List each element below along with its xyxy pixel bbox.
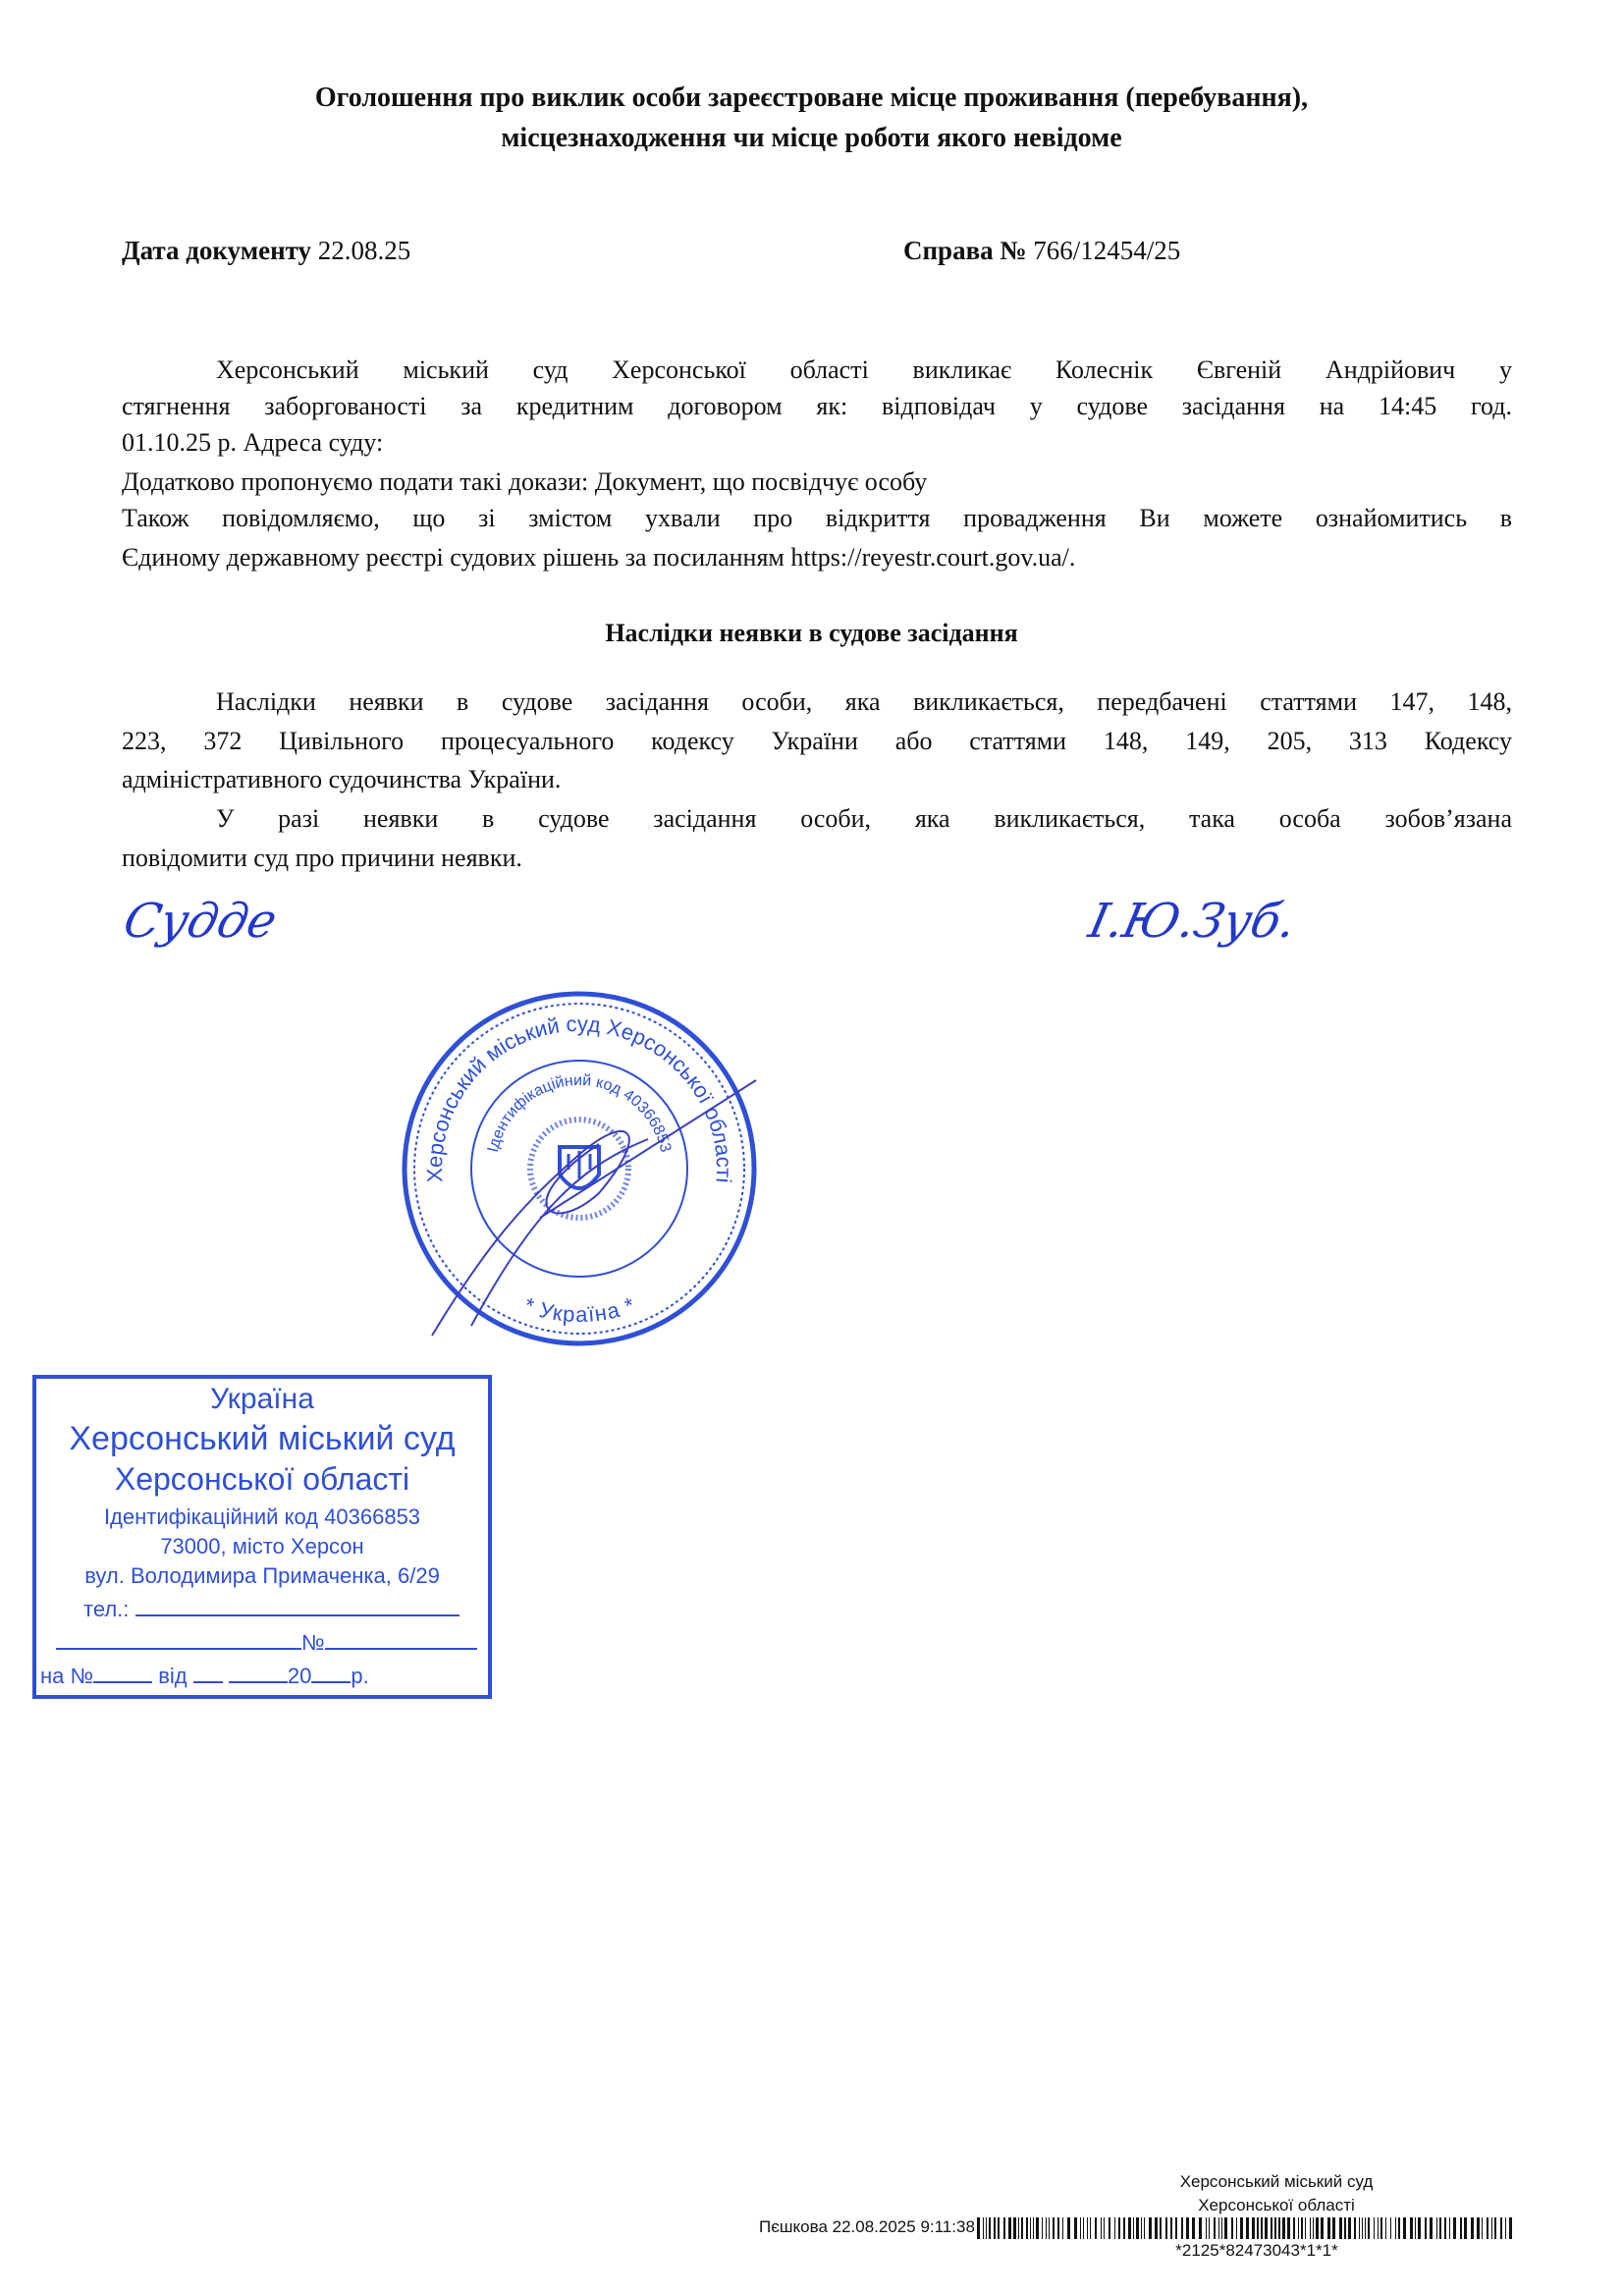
barcode-bar bbox=[1464, 2217, 1467, 2239]
barcode-bar bbox=[1114, 2217, 1115, 2239]
barcode-bar bbox=[1160, 2217, 1162, 2239]
barcode-bar bbox=[1282, 2217, 1285, 2239]
rectangular-court-stamp bbox=[32, 1375, 492, 1699]
barcode-bar bbox=[1224, 2217, 1227, 2239]
barcode-bar bbox=[989, 2217, 991, 2239]
stamp-line: Україна bbox=[210, 1383, 314, 1415]
barcode-bar bbox=[1218, 2217, 1219, 2239]
barcode-bar bbox=[1287, 2217, 1290, 2239]
stamp-line: Ідентифікаційний код 40366853 bbox=[103, 1504, 421, 1529]
stamp-vid: від bbox=[158, 1664, 188, 1688]
barcode-bar bbox=[1436, 2217, 1437, 2239]
barcode-bar bbox=[1170, 2217, 1172, 2239]
barcode-bar bbox=[1293, 2217, 1295, 2239]
barcode-bar bbox=[1206, 2217, 1207, 2239]
barcode-bar bbox=[1036, 2217, 1039, 2239]
barcode-bar bbox=[1385, 2217, 1386, 2239]
document-title-line2: місцезнаходження чи місце роботи якого невідоме bbox=[501, 123, 1122, 153]
barcode-bar bbox=[1175, 2217, 1177, 2239]
barcode-bar bbox=[1500, 2217, 1502, 2239]
case-value: 766/12454/25 bbox=[1033, 236, 1181, 265]
barcode-bar bbox=[1298, 2217, 1299, 2239]
barcode-bar bbox=[1449, 2217, 1450, 2239]
barcode-bar bbox=[1471, 2217, 1474, 2239]
barcode-bar bbox=[1380, 2217, 1382, 2239]
stamp-line: Херсонської області bbox=[114, 1461, 410, 1497]
case-label: Справа № bbox=[903, 236, 1027, 265]
barcode-bar bbox=[1104, 2217, 1105, 2239]
date-label: Дата документу bbox=[122, 236, 312, 265]
footer-court-line2: Херсонської області bbox=[1198, 2196, 1355, 2214]
stamp-line: Херсонський міський суд bbox=[69, 1420, 456, 1457]
barcode-bar bbox=[1046, 2217, 1047, 2239]
body-line: повідомити суд про причини неявки. bbox=[122, 844, 522, 872]
barcode-bar bbox=[1453, 2217, 1456, 2239]
document-date bbox=[122, 236, 410, 266]
body-line: Додатково пропонуємо подати такі докази: Документ, що посвідчує особу bbox=[122, 467, 928, 496]
barcode-bar bbox=[983, 2217, 984, 2239]
barcode-bar bbox=[1344, 2217, 1346, 2239]
barcode-bar bbox=[994, 2217, 996, 2239]
stamp-line: вул. Володимира Примаченка, 6/29 bbox=[84, 1563, 440, 1588]
barcode-bar bbox=[1053, 2217, 1055, 2239]
barcode-bar bbox=[1390, 2217, 1391, 2239]
barcode-bar bbox=[1509, 2217, 1512, 2239]
stamp-num-label: № bbox=[301, 1630, 325, 1655]
barcode-bar bbox=[1149, 2217, 1152, 2239]
barcode-bar bbox=[1062, 2217, 1063, 2239]
barcode-bar bbox=[1199, 2217, 1202, 2239]
barcode-bar bbox=[1460, 2217, 1462, 2239]
judge-label-handwritten: Судде bbox=[119, 894, 282, 949]
barcode-bar bbox=[1362, 2217, 1363, 2239]
barcode-bar bbox=[1425, 2217, 1427, 2239]
barcode-bar bbox=[1395, 2217, 1396, 2239]
barcode-bar bbox=[1398, 2217, 1400, 2239]
barcode-bar bbox=[1018, 2217, 1019, 2239]
barcode-bar bbox=[1030, 2217, 1031, 2239]
barcode-bar bbox=[1327, 2217, 1330, 2239]
body-line: стягнення заборгованості за кредитним договором як: відповідач у судове засідання на 14:45 год. bbox=[122, 392, 1512, 420]
body-line: 223, 372 Цивільного процесуального кодексу України або статтями 148, 149, 205, 313 Кодексу bbox=[122, 727, 1512, 755]
barcode-text: *2125*82473043*1*1* bbox=[1175, 2241, 1338, 2260]
barcode-bar bbox=[1482, 2217, 1483, 2239]
body-line: 01.10.25 р. Адреса суду: bbox=[122, 428, 384, 457]
barcode-bar bbox=[1144, 2217, 1145, 2239]
barcode-bar bbox=[1074, 2217, 1077, 2239]
barcode-bar bbox=[1133, 2217, 1134, 2239]
barcode-bar bbox=[1214, 2217, 1216, 2239]
barcode-bar bbox=[1505, 2217, 1506, 2239]
barcode-bar bbox=[1083, 2217, 1084, 2239]
barcode-bar bbox=[1339, 2217, 1342, 2239]
barcode-bar bbox=[1087, 2217, 1088, 2239]
barcode-bar bbox=[1444, 2217, 1446, 2239]
barcode-bar bbox=[1080, 2217, 1081, 2239]
barcode-bar bbox=[1378, 2217, 1379, 2239]
barcode-bar bbox=[1278, 2217, 1280, 2239]
barcode-bar bbox=[1049, 2217, 1050, 2239]
barcode-bar bbox=[1067, 2217, 1070, 2239]
clerk-stamp: Пєшкова 22.08.2025 9:11:38 bbox=[759, 2217, 975, 2236]
stamp-na-num: на № bbox=[40, 1664, 94, 1688]
barcode-bar bbox=[1271, 2217, 1272, 2239]
body-line: Єдиному державному реєстрі судових рішень за посиланням https://reyestr.court.gov.ua/. bbox=[122, 543, 1076, 572]
barcode-bar bbox=[1313, 2217, 1314, 2239]
barcode-bar bbox=[1042, 2217, 1043, 2239]
barcode-bar bbox=[1136, 2217, 1139, 2239]
barcode-bar bbox=[1057, 2217, 1059, 2239]
barcode-bar bbox=[1090, 2217, 1091, 2239]
barcode-bar bbox=[1494, 2217, 1496, 2239]
barcode-bar bbox=[1301, 2217, 1303, 2239]
barcode-bar bbox=[1487, 2217, 1488, 2239]
barcode-bar bbox=[1477, 2217, 1480, 2239]
barcode-bar bbox=[1418, 2217, 1421, 2239]
barcode-bar bbox=[1321, 2217, 1324, 2239]
barcode-bar bbox=[1365, 2217, 1366, 2239]
barcode-bar bbox=[1430, 2217, 1433, 2239]
round-court-seal bbox=[393, 982, 766, 1355]
barcode-bar bbox=[1274, 2217, 1276, 2239]
barcode-bar bbox=[1013, 2217, 1016, 2239]
seal-outer-text: Херсонський міський суд Херсонської області bbox=[421, 1011, 737, 1184]
barcode-bar bbox=[1403, 2217, 1406, 2239]
stamp-year: 20 bbox=[287, 1664, 312, 1688]
barcode-bar bbox=[1141, 2217, 1142, 2239]
barcode-bar bbox=[998, 2217, 1000, 2239]
barcode-bar bbox=[1415, 2217, 1416, 2239]
barcode-bar bbox=[1374, 2217, 1375, 2239]
document-title-line1: Оголошення про виклик особи зареєстроване місце проживання (перебування), bbox=[314, 82, 1309, 113]
body-line: Херсонський міський суд Херсонської області викликає Колеснік Євгеній Андрійович у bbox=[216, 355, 1512, 384]
barcode-bar bbox=[986, 2217, 987, 2239]
barcode-bar bbox=[1368, 2217, 1370, 2239]
barcode-bar bbox=[1265, 2217, 1268, 2239]
barcode-bar bbox=[1305, 2217, 1306, 2239]
barcode-bar bbox=[1240, 2217, 1243, 2239]
barcode-bar bbox=[1246, 2217, 1249, 2239]
barcode-bar bbox=[1186, 2217, 1189, 2239]
case-number bbox=[903, 236, 1180, 266]
barcode-bar bbox=[1261, 2217, 1263, 2239]
seal-bottom-text: * Україна * bbox=[520, 1292, 638, 1328]
judge-name-handwritten: І.Ю.Зуб. bbox=[1084, 894, 1302, 949]
barcode-bar bbox=[1209, 2217, 1210, 2239]
body-line: У разі неявки в судове засідання особи, яка викликається, така особа зобов’язана bbox=[216, 804, 1512, 833]
barcode-bar bbox=[1236, 2217, 1237, 2239]
barcode-bar bbox=[1252, 2217, 1255, 2239]
barcode-bar bbox=[1101, 2217, 1102, 2239]
barcode bbox=[977, 2217, 1517, 2239]
body-line: Також повідомляємо, що зі змістом ухвали про відкриття провадження Ви можете ознайомитись в bbox=[122, 504, 1512, 532]
barcode-bar bbox=[1316, 2217, 1319, 2239]
barcode-bar bbox=[1231, 2217, 1233, 2239]
stamp-line: 73000, місто Херсон bbox=[160, 1534, 364, 1558]
body-line: адміністративного судочинства України. bbox=[122, 765, 562, 793]
barcode-bar bbox=[1332, 2217, 1335, 2239]
barcode-bar bbox=[977, 2217, 980, 2239]
stamp-r: р. bbox=[351, 1664, 369, 1688]
barcode-bar bbox=[1439, 2217, 1441, 2239]
stamp-tel-label: тел.: bbox=[83, 1597, 130, 1621]
barcode-bar bbox=[1359, 2217, 1360, 2239]
barcode-bar bbox=[1026, 2217, 1028, 2239]
barcode-bar bbox=[1221, 2217, 1222, 2239]
footer-court-line1: Херсонський міський суд bbox=[1179, 2172, 1374, 2191]
barcode-bar bbox=[1021, 2217, 1023, 2239]
barcode-bar bbox=[1008, 2217, 1011, 2239]
barcode-bar bbox=[1181, 2217, 1183, 2239]
barcode-bar bbox=[1354, 2217, 1356, 2239]
body-line: Наслідки неявки в судове засідання особи, яка викликається, передбачені статтями 147, 148, bbox=[216, 687, 1512, 716]
barcode-bar bbox=[1410, 2217, 1413, 2239]
barcode-bar bbox=[1348, 2217, 1351, 2239]
barcode-bar bbox=[1128, 2217, 1131, 2239]
barcode-bar bbox=[1491, 2217, 1492, 2239]
barcode-bar bbox=[1192, 2217, 1195, 2239]
section-heading: Наслідки неявки в судове засідання bbox=[605, 619, 1018, 647]
barcode-bar bbox=[1310, 2217, 1311, 2239]
barcode-bar bbox=[1095, 2217, 1097, 2239]
barcode-bar bbox=[1165, 2217, 1167, 2239]
barcode-bar bbox=[1257, 2217, 1259, 2239]
seal-inner-text: Ідентифікаційний код 40366853 bbox=[484, 1071, 675, 1154]
barcode-bar bbox=[1155, 2217, 1158, 2239]
barcode-bar bbox=[1003, 2217, 1005, 2239]
barcode-bar bbox=[1123, 2217, 1125, 2239]
barcode-bar bbox=[1118, 2217, 1120, 2239]
barcode-bar bbox=[1033, 2217, 1034, 2239]
date-value: 22.08.25 bbox=[317, 236, 411, 265]
barcode-bar bbox=[1109, 2217, 1110, 2239]
